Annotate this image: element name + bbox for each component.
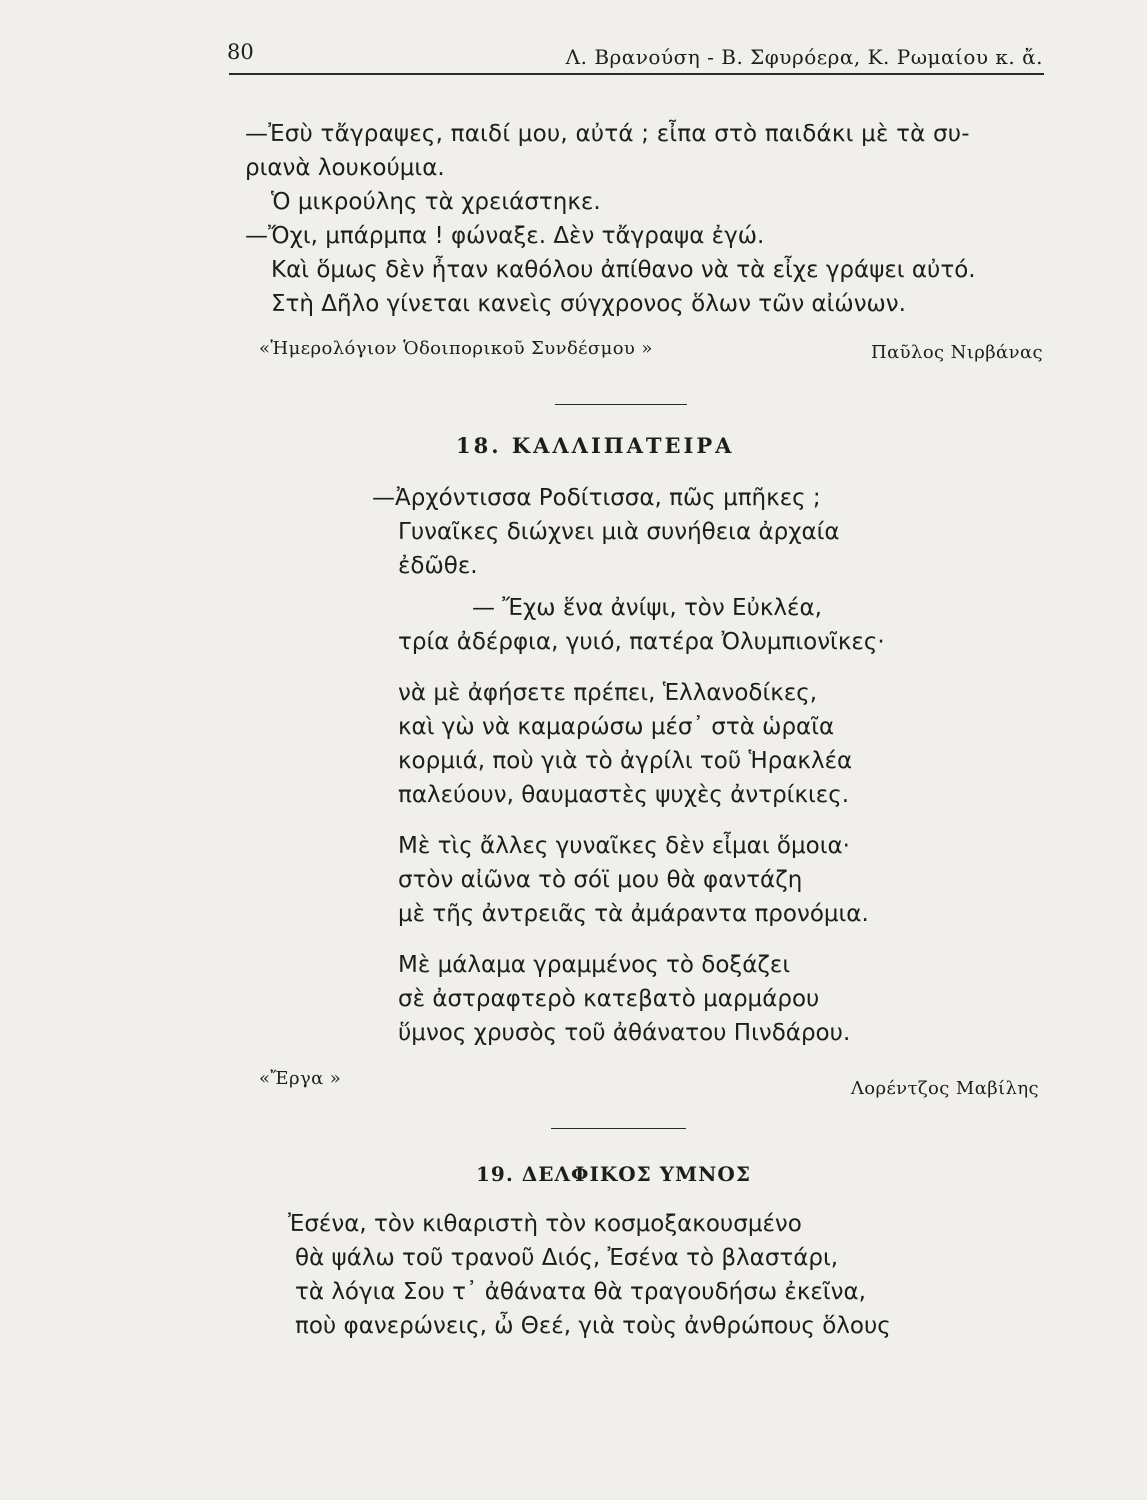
stanza [398,829,869,931]
verse-line: τὰ λόγια Σου τ᾽ ἀθάνατα θὰ τραγουδήσω ἐκεῖνα, [295,1279,866,1305]
section-divider [555,404,687,405]
verse-line: καὶ γὼ νὰ καμαρώσω μέσ᾽ στὰ ὡραῖα [398,714,835,740]
verse-line: θὰ ψάλω τοῦ τρανοῦ Διός, Ἐσένα τὸ βλαστάρι, [295,1245,839,1271]
verse-line: ὕμνος χρυσὸς τοῦ ἀθάνατου Πινδάρου. [398,1020,851,1046]
poem-title: 19. ΔΕΛΦΙΚΟΣ ΥΜΝΟΣ [476,1162,751,1186]
verse-line: — Ἔχω ἕνα ἀνίψι, τὸν Εὐκλέα, [472,595,822,621]
prose-line: —Ὄχι, μπάρμπα ! φώναξε. Δὲν τἄγραψα ἐγώ. [245,223,765,249]
verse-line: Γυναῖκες διώχνει μιὰ συνήθεια ἀρχαία [398,519,840,545]
running-head: Λ. Βρανούση - Β. Σφυρόερα, Κ. Ρωμαίου κ. ἄ. [565,45,1043,69]
verse-line: τρία ἀδέρφια, γυιό, πατέρα Ὀλυμπιονῖκες· [398,629,885,655]
stanza [372,481,840,583]
stanza [398,948,850,1050]
stanza [288,1207,802,1241]
verse-line: —Ἀρχόντισσα Ροδίτισσα, πῶς μπῆκες ; [372,485,821,511]
stanza [472,591,822,625]
prose-line: Ὁ μικρούλης τὰ χρειάστηκε. [271,189,601,215]
header-rule [229,73,1044,75]
source-citation: «Ἔργα » [259,1068,342,1089]
author-name: Παῦλος Νιρβάνας [871,342,1043,363]
verse-line: Μὲ μάλαμα γραμμένος τὸ δοξάζει [398,952,791,978]
verse-line: μὲ τῆς ἀντρειᾶς τὰ ἀμάραντα προνόμια. [398,901,869,927]
stanza [398,625,885,659]
verse-line: σὲ ἀστραφτερὸ κατεβατὸ μαρμάρου [398,986,820,1012]
page-number: 80 [227,40,254,64]
prose-line: Καὶ ὅμως δὲν ἦταν καθόλου ἀπίθανο νὰ τὰ εἶχε γράψει αὐτό. [271,257,976,283]
author-name: Λορέντζος Μαβίλης [850,1078,1039,1099]
verse-line: νὰ μὲ ἀφήσετε πρέπει, Ἑλλανοδίκες, [398,680,818,706]
verse-line: κορμιά, ποὺ γιὰ τὸ ἀγρίλι τοῦ Ἡρακλέα [398,748,853,774]
verse-line: ἐδῶθε. [398,553,478,579]
verse-line: παλεύουν, θαυμαστὲς ψυχὲς ἀντρίκιες. [398,782,850,808]
verse-line: Μὲ τὶς ἄλλες γυναῖκες δὲν εἶμαι ὅμοια· [398,833,850,859]
stanza [295,1241,891,1343]
stanza [398,676,852,812]
prose-line: ριανὰ λουκούμια. [245,155,445,181]
prose-line: Στὴ Δῆλο γίνεται κανεὶς σύγχρονος ὅλων τῶν αἰώνων. [271,291,906,317]
source-citation: «Ἡμερολόγιον Ὁδοιπορικοῦ Συνδέσμου » [259,338,653,359]
verse-line: στὸν αἰῶνα τὸ σόϊ μου θὰ φαντάζη [398,867,803,893]
poem-title: 18. ΚΑΛΛΙΠΑΤΕΙΡΑ [456,433,735,458]
prose-line: —Ἐσὺ τἄγραψες, παιδί μου, αὐτά ; εἶπα στὸ παιδάκι μὲ τὰ συ- [245,121,970,147]
verse-line: Ἐσένα, τὸν κιθαριστὴ τὸν κοσμοξακουσμένο [288,1211,802,1237]
section-divider [551,1128,686,1129]
verse-line: ποὺ φανερώνεις, ὦ Θεέ, γιὰ τοὺς ἀνθρώπους ὅλους [295,1313,891,1339]
